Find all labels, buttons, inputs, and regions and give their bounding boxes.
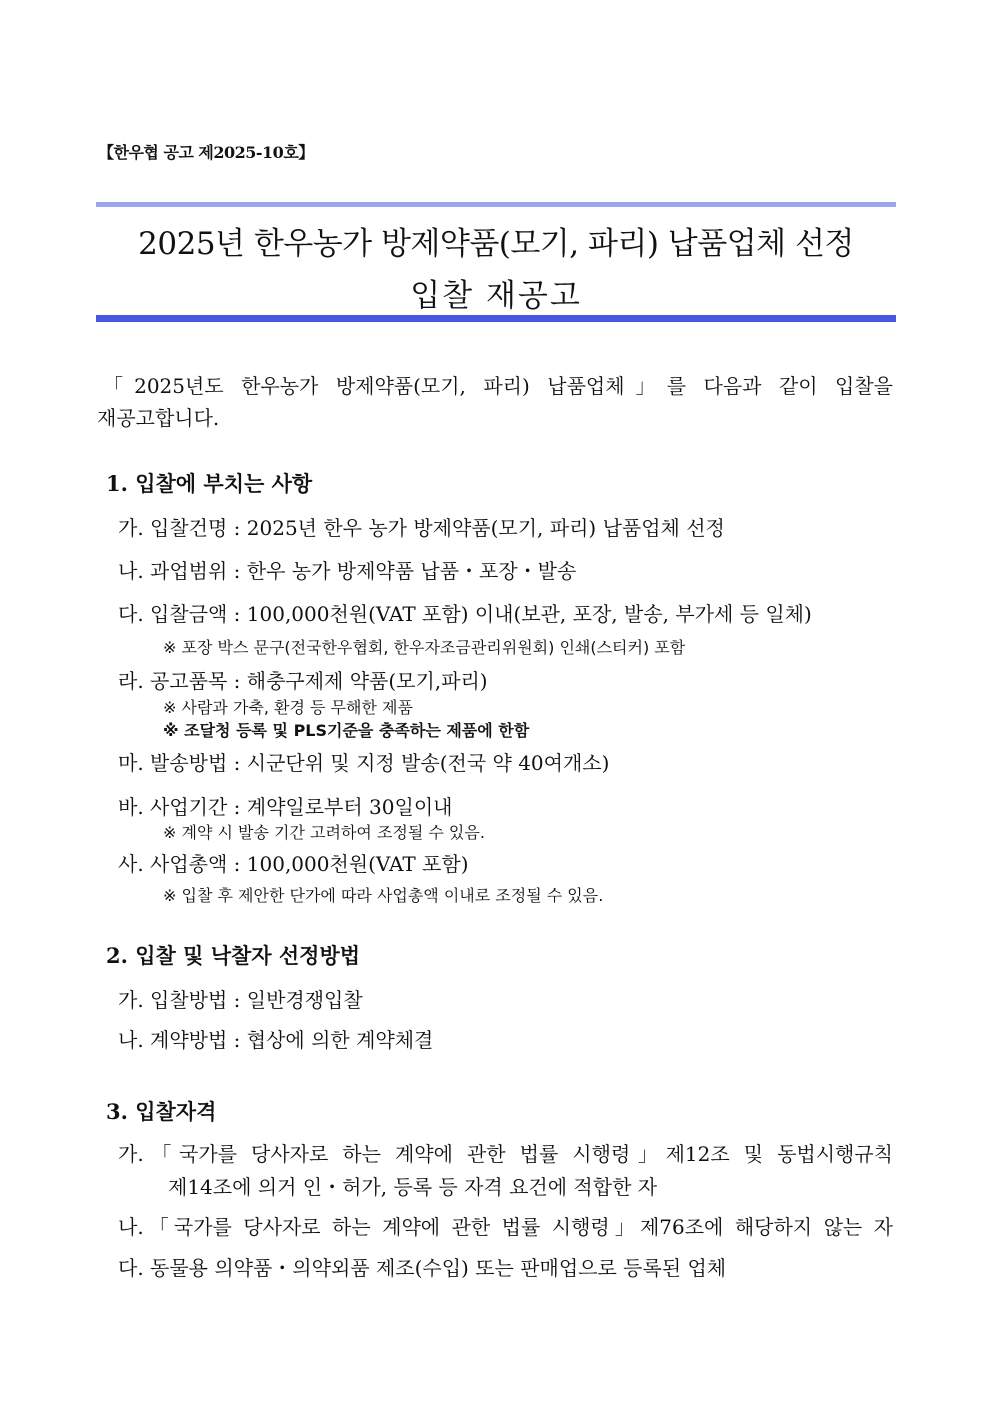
section1-sa-note: ※ 입찰 후 제안한 단가에 따라 사업총액 이내로 조정될 수 있음.: [163, 886, 604, 905]
title-top-rule: [96, 202, 896, 207]
section1-ra-note1: ※ 사람과 가축, 환경 등 무해한 제품: [163, 698, 413, 717]
section3-item-da: 다. 동물용 의약품・의약외품 제조(수입) 또는 판매업으로 등록된 업체: [118, 1256, 727, 1280]
section1-ra-note2: ※ 조달청 등록 및 PLS기준을 충족하는 제품에 한함: [163, 721, 530, 740]
section2-heading: 2. 입찰 및 낙찰자 선정방법: [106, 943, 361, 968]
notice-number: 【한우협 공고 제2025-10호】: [98, 143, 314, 162]
section3-item-ga-line1: 가.「국가를 당사자로 하는 계약에 관한 법률 시행령」제12조 및 동법시행규칙: [118, 1142, 893, 1166]
section2-item-na: 나. 계약방법 : 협상에 의한 계약체결: [118, 1028, 434, 1052]
section1-item-da: 다. 입찰금액 : 100,000천원(VAT 포함) 이내(보관, 포장, 발송, 부가세 등 일체): [118, 602, 812, 626]
intro-line1: 「2025년도 한우농가 방제약품(모기, 파리) 납품업체」를 다음과 같이 입찰을: [103, 374, 893, 398]
section3-item-ga-line2: 제14조에 의거 인・허가, 등록 등 자격 요건에 적합한 자: [168, 1175, 658, 1199]
intro-line2: 재공고합니다.: [97, 406, 220, 430]
section1-item-na: 나. 과업범위 : 한우 농가 방제약품 납품・포장・발송: [118, 559, 577, 583]
title-bottom-rule: [96, 315, 896, 322]
section3-heading: 3. 입찰자격: [106, 1099, 217, 1124]
section1-item-ra: 라. 공고품목 : 해충구제제 약품(모기,파리): [118, 669, 488, 693]
section1-heading: 1. 입찰에 부치는 사항: [106, 471, 313, 496]
section1-da-note: ※ 포장 박스 문구(전국한우협회, 한우자조금관리위원회) 인쇄(스티커) 포함: [163, 638, 686, 657]
document-title-line2: 입찰 재공고: [410, 278, 582, 314]
section1-item-ga: 가. 입찰건명 : 2025년 한우 농가 방제약품(모기, 파리) 납품업체 선정: [118, 516, 725, 540]
section1-item-ma: 마. 발송방법 : 시군단위 및 지정 발송(전국 약 40여개소): [118, 751, 610, 775]
section1-item-ba: 바. 사업기간 : 계약일로부터 30일이내: [118, 795, 453, 819]
section1-ba-note: ※ 계약 시 발송 기간 고려하여 조정될 수 있음.: [163, 823, 485, 842]
section2-item-ga: 가. 입찰방법 : 일반경쟁입찰: [118, 988, 363, 1012]
section3-item-na: 나.「국가를 당사자로 하는 계약에 관한 법률 시행령」제76조에 해당하지 않는 자: [118, 1215, 893, 1239]
section1-item-sa: 사. 사업총액 : 100,000천원(VAT 포함): [118, 852, 469, 876]
document-title-line1: 2025년 한우농가 방제약품(모기, 파리) 납품업체 선정: [138, 226, 854, 262]
